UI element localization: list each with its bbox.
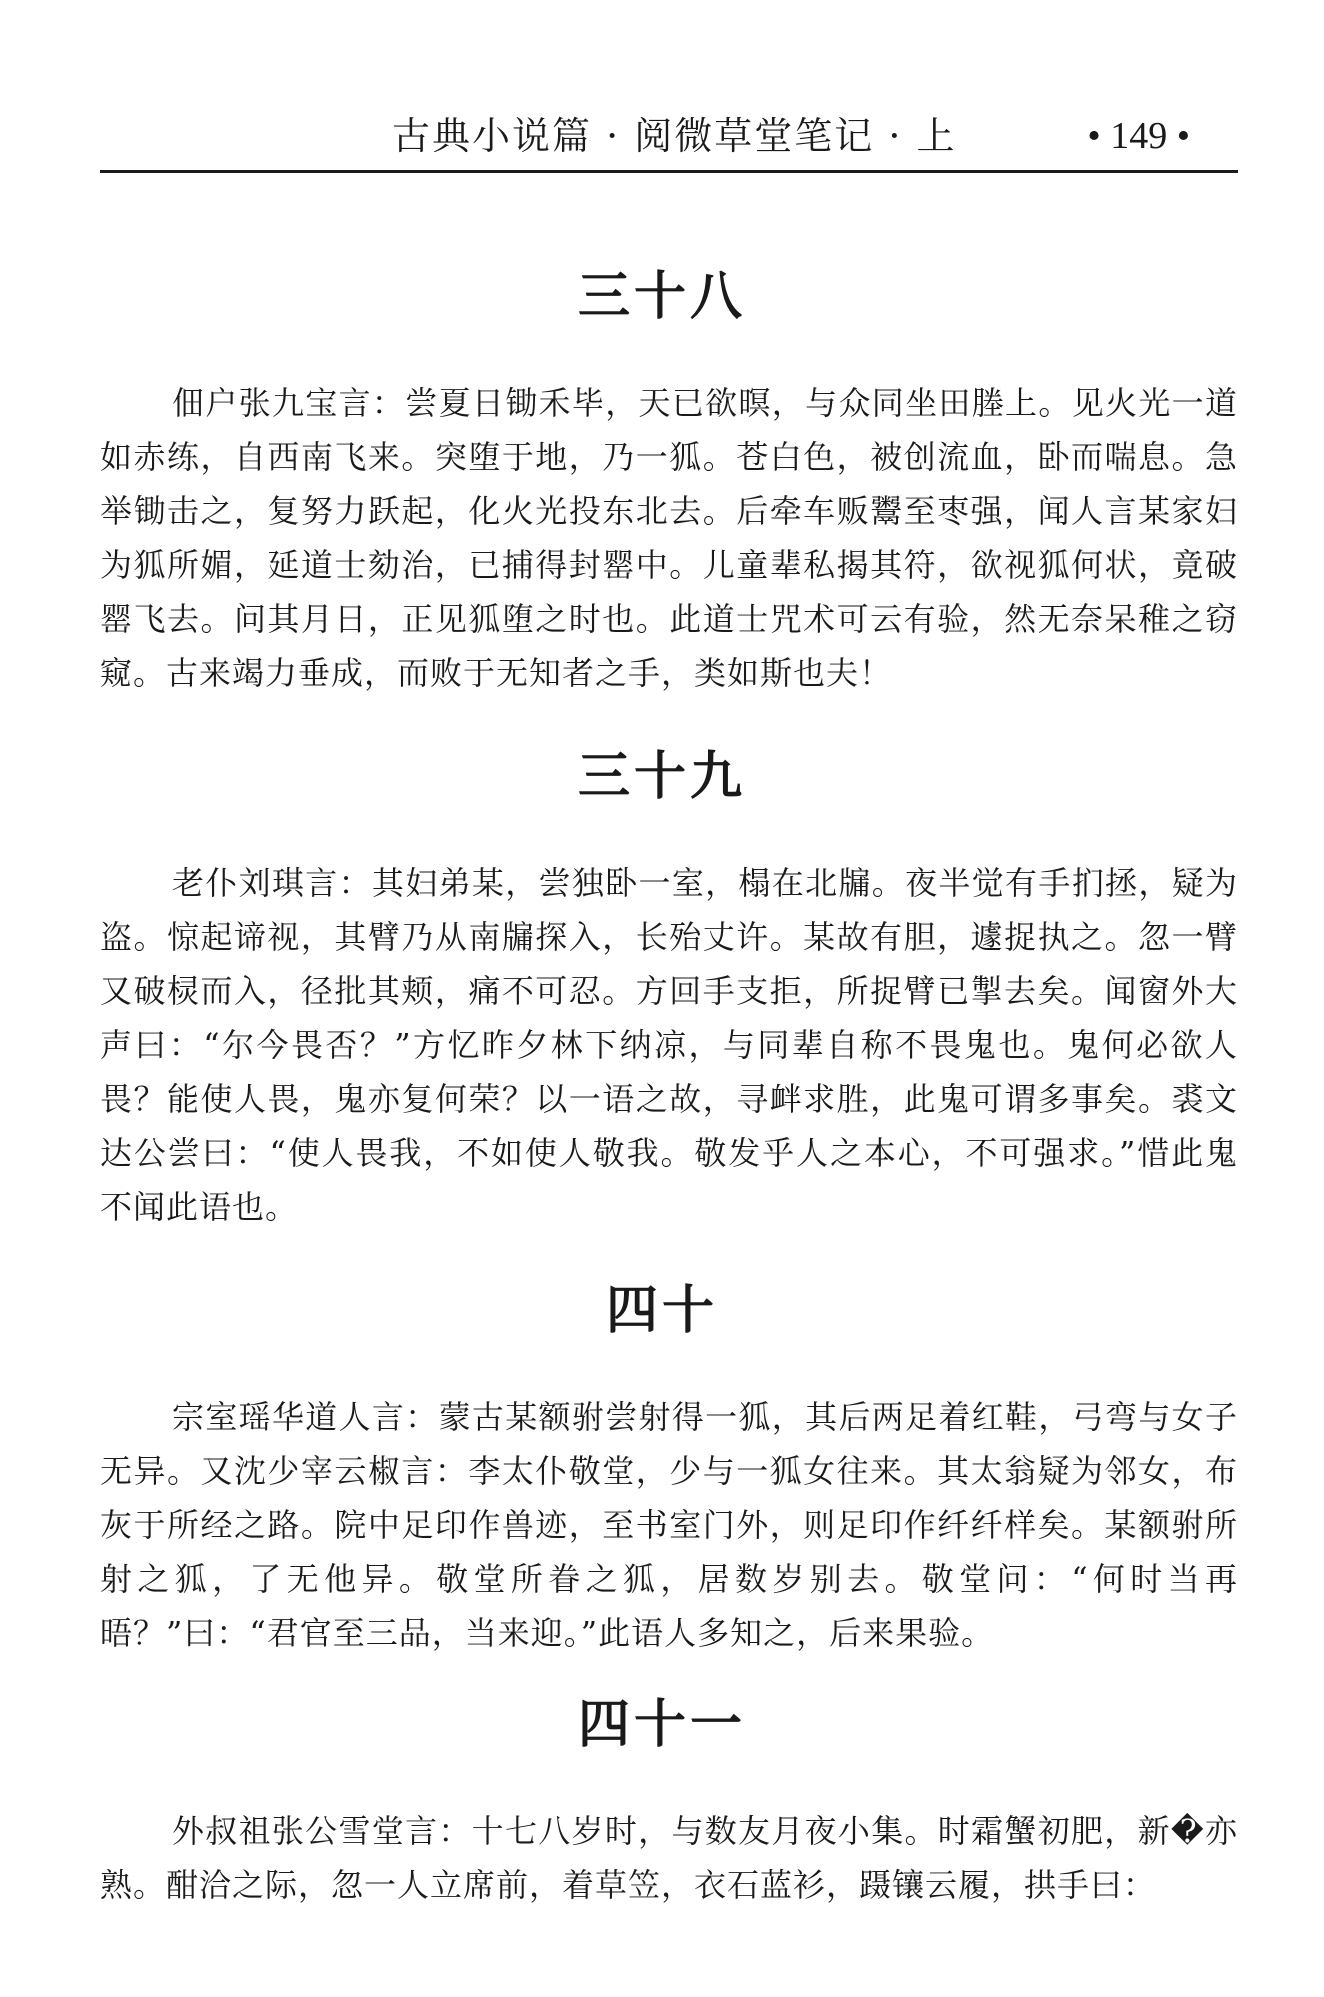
running-header bbox=[100, 108, 1238, 164]
running-header-title: 古典小说篇 · 阅微草堂笔记 · 上 bbox=[392, 114, 957, 158]
section-heading-39: 三十九 bbox=[577, 747, 746, 807]
page-number: • 149 • bbox=[1087, 115, 1190, 157]
section-text-39: 老仆刘琪言：其妇弟某，尝独卧一室，榻在北牖。夜半觉有手扪拯，疑为盗。惊起谛视，其臂乃从南牖探入，长殆丈许。某故有胆，遽捉执之。忽一臂又破棂而入，径批其颊，痛不可忍。方回手支拒，所捉臂已掣去矣。闻窗外大声曰：“尔今畏否？”方忆昨夕林下纳凉，与同辈自称不畏鬼也。鬼何必欲人畏？能使人畏，鬼亦复何荣？以一语之故，寻衅求胜，此鬼可谓多事矣。裘文达公尝曰：“使人畏我，不如使人敬我。敬发乎人之本心，不可强求。”惜此鬼不闻此语也。 bbox=[100, 864, 1238, 1226]
section-heading-38: 三十八 bbox=[577, 267, 746, 327]
section-text-41: 外叔祖张公雪堂言：十七八岁时，与数友月夜小集。时霜蟹初肥，新�亦熟。酣洽之际，忽一人立席前，着草笠，衣石蓝衫，蹑镶云履，拱手曰： bbox=[100, 1812, 1238, 1904]
section-text-38: 佃户张九宝言：尝夏日锄禾毕，天已欲暝，与众同坐田塍上。见火光一道如赤练，自西南飞来。突堕于地，乃一狐。苍白色，被创流血，卧而喘息。急举锄击之，复努力跃起，化火光投东北去。后牵车贩鬻至枣强，闻人言某家妇为狐所媚，延道士劾治，已捕得封罂中。儿童辈私揭其符，欲视狐何状，竟破罂飞去。问其月日，正见狐堕之时也。此道士咒术可云有验，然无奈呆稚之窃窥。古来竭力垂成，而败于无知者之手，类如斯也夫！ bbox=[100, 384, 1238, 692]
section-heading-40: 四十 bbox=[605, 1281, 718, 1341]
header-rule bbox=[100, 170, 1238, 173]
section-text-40: 宗室瑶华道人言：蒙古某额驸尝射得一狐，其后两足着红鞋，弓弯与女子无异。又沈少宰云椒言：李太仆敬堂，少与一狐女往来。其太翁疑为邻女，布灰于所经之路。院中足印作兽迹，至书室门外，则足印作纤纤样矣。某额驸所射之狐，了无他异。敬堂所眷之狐，居数岁别去。敬堂问：“何时当再晤？”曰：“君官至三品，当来迎。”此语人多知之，后来果验。 bbox=[100, 1398, 1238, 1652]
section-heading-41: 四十一 bbox=[577, 1695, 746, 1755]
